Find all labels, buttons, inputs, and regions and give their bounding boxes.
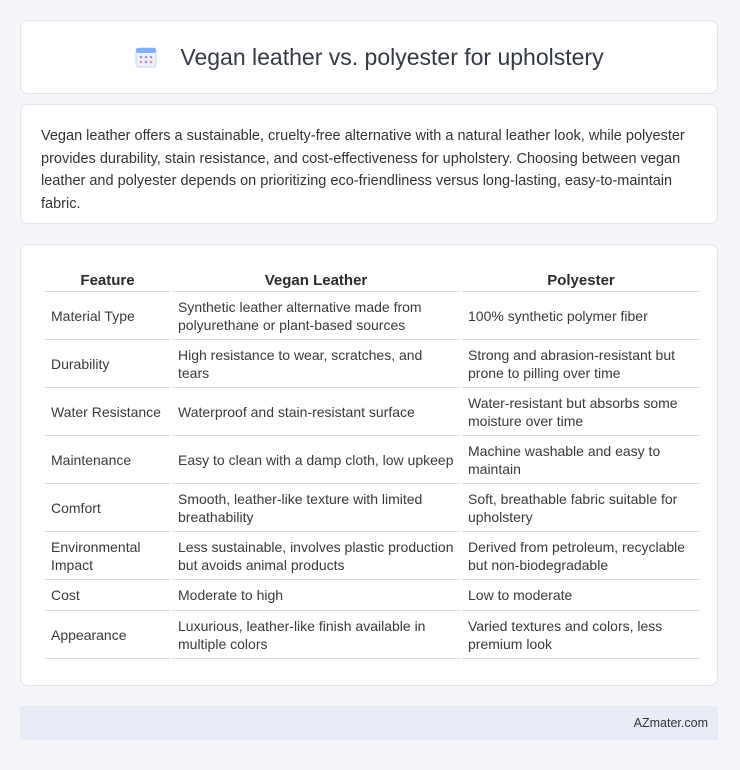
vegan-leather-cell: Luxurious, leather-like finish available in multiple colors [172, 611, 460, 659]
polyester-cell: 100% synthetic polymer fiber [462, 292, 700, 340]
table-row [45, 292, 700, 340]
feature-cell: Maintenance [45, 436, 170, 484]
feature-cell: Durability [45, 340, 170, 388]
polyester-cell: Derived from petroleum, recyclable but non-biodegradable [462, 532, 700, 580]
feature-cell: Water Resistance [45, 388, 170, 436]
title-card [20, 20, 718, 94]
page-title: Vegan leather vs. polyester for upholstery [180, 43, 604, 70]
table-row [45, 532, 700, 580]
vegan-leather-cell: Waterproof and stain-resistant surface [172, 388, 460, 436]
footer-site-link[interactable]: AZmater.com [633, 716, 708, 730]
polyester-cell: Low to moderate [462, 580, 700, 611]
intro-paragraph: Vegan leather offers a sustainable, cruelty-free alternative with a natural leather look, while polyester provides durability, stain resistance, and cost-effectiveness for upholstery. Choosing between vegan leather and polyester depends on prioritizing eco-friendliness versus long-lasting, easy-to-maintain fabric. [41, 128, 685, 212]
vegan-leather-cell: Synthetic leather alternative made from polyurethane or plant-based sources [172, 292, 460, 340]
vegan-leather-cell: High resistance to wear, scratches, and tears [172, 340, 460, 388]
polyester-cell: Varied textures and colors, less premium look [462, 611, 700, 659]
table-row [45, 436, 700, 484]
table-row [45, 580, 700, 611]
feature-cell: Material Type [45, 292, 170, 340]
vegan-leather-cell: Moderate to high [172, 580, 460, 611]
table-header-row [45, 263, 700, 292]
comparison-table [43, 263, 702, 659]
polyester-cell: Strong and abrasion-resistant but prone to pilling over time [462, 340, 700, 388]
feature-cell: Appearance [45, 611, 170, 659]
table-row [45, 388, 700, 436]
header-vegan-leather: Vegan Leather [172, 263, 460, 292]
polyester-cell: Machine washable and easy to maintain [462, 436, 700, 484]
polyester-cell: Soft, breathable fabric suitable for upholstery [462, 484, 700, 532]
feature-cell: Cost [45, 580, 170, 611]
vegan-leather-cell: Smooth, leather-like texture with limited breathability [172, 484, 460, 532]
intro-card [20, 104, 718, 224]
polyester-cell: Water-resistant but absorbs some moisture over time [462, 388, 700, 436]
table-row [45, 484, 700, 532]
feature-cell: Comfort [45, 484, 170, 532]
header-polyester: Polyester [462, 263, 700, 292]
feature-cell: Environmental Impact [45, 532, 170, 580]
table-row [45, 611, 700, 659]
header-feature: Feature [45, 263, 170, 292]
vegan-leather-cell: Less sustainable, involves plastic production but avoids animal products [172, 532, 460, 580]
calendar-icon [134, 45, 158, 69]
comparison-table-card [20, 244, 718, 686]
footer-bar [20, 706, 718, 740]
vegan-leather-cell: Easy to clean with a damp cloth, low upkeep [172, 436, 460, 484]
table-row [45, 340, 700, 388]
